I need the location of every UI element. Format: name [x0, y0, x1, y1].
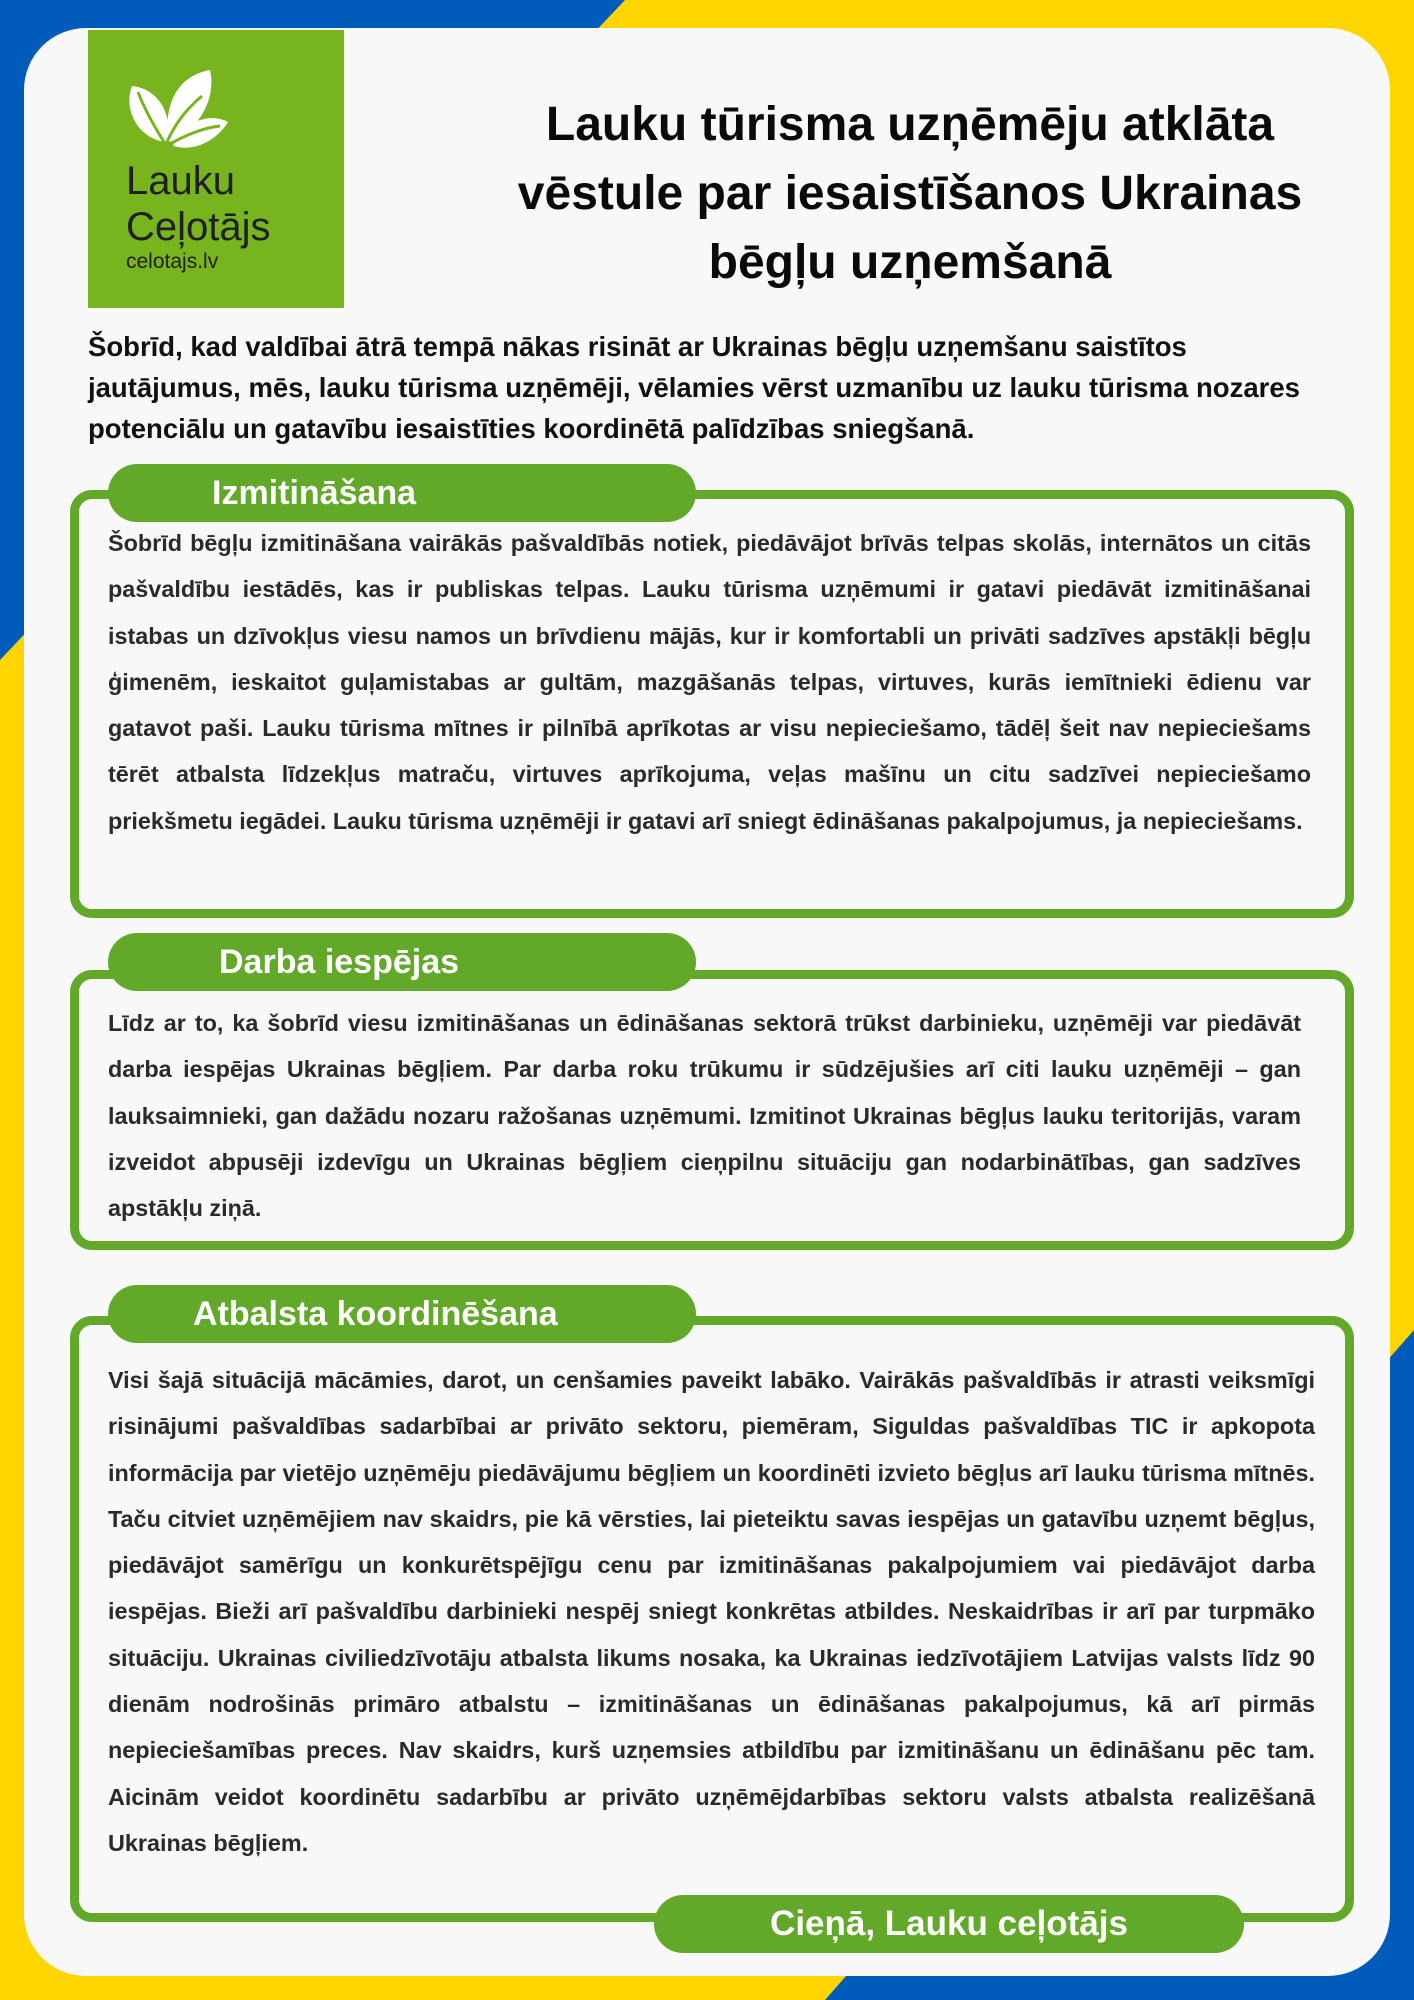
- butterfly-leaf-icon: [124, 56, 234, 156]
- logo-name-line1: Lauku: [126, 159, 235, 203]
- section-heading-coordination: Atbalsta koordinēšana: [193, 1295, 558, 1333]
- title-line: Lauku tūrisma uzņēmēju atklāta: [545, 98, 1275, 151]
- intro-paragraph: Šobrīd, kad valdībai ātrā tempā nākas risināt ar Ukrainas bēgļu uzņemšanu saistītos jautājumus, mēs, lauku tūrisma uzņēmēji, vēlamies vērst uzmanību uz lauku tūrisma nozares potenciālu un gatavību iesaistīties koordinētā palīdzības sniegšanā.: [88, 331, 1300, 444]
- section-text-accommodation: Šobrīd bēgļu izmitināšana vairākās pašvaldībās notiek, piedāvājot brīvās telpas skolās, internātos un citās pašvaldību iestādēs, kas ir publiskas telpas. Lauku tūrisma uzņēmumi ir gatavi piedāvāt izmitināšanai istabas un dzīvokļus viesu namos un brīvdienu mājās, kur ir komfortabli un privāti sadzīves apstākļi bēgļu ģimenēm, ieskaitot guļamistabas ar gultām, mazgāšanās telpas, virtuves, kurās iemītnieki ēdienu var gatavot paši. Lauku tūrisma mītnes ir pilnībā aprīkotas ar visu nepieciešamo, tādēļ šeit nav nepieciešams tērēt atbalsta līdzekļus matraču, virtuves aprīkojuma, veļas mašīnu un citu sadzīvei nepieciešamo priekšmetu iegādei. Lauku tūrisma uzņēmēji ir gatavi arī sniegt ēdināšanas pakalpojumus, ja nepieciešams.: [108, 530, 1311, 834]
- logo-name-line2: Ceļotājs: [126, 205, 271, 249]
- section-heading-accommodation: Izmitināšana: [212, 474, 417, 512]
- page-title: [470, 90, 1350, 297]
- section-text-work: Līdz ar to, ka šobrīd viesu izmitināšanas un ēdināšanas sektorā trūkst darbinieku, uzņēmēji var piedāvāt darba iespējas Ukrainas bēgļiem. Par darba roku trūkumu ir sūdzējušies arī citi lauku uzņēmēji – gan lauksaimnieki, gan dažādu nozaru ražošanas uzņēmumi. Izmitinot Ukrainas bēgļus lauku teritorijās, varam izveidot abpusēji izdevīgu un Ukrainas bēgļiem cieņpilnu situāciju gan nodarbinātības, gan sadzīves apstākļu ziņā.: [108, 1010, 1301, 1222]
- title-line: bēgļu uzņemšanā: [708, 236, 1112, 289]
- section-text-coordination: Visi šajā situācijā mācāmies, darot, un cenšamies paveikt labāko. Vairākās pašvaldībās ir atrasti veiksmīgi risinājumi pašvaldības sadarbībai ar privāto sektoru, piemēram, Siguldas pašvaldības TIC ir apkopota informācija par vietējo uzņēmēju piedāvājumu bēgļiem un koordinēti izvieto bēgļus arī lauku tūrisma mītnēs. Taču citviet uzņēmējiem nav skaidrs, pie kā vērsties, lai pieteiktu savas iespējas un gatavību uzņemt bēgļus, piedāvājot samērīgu un konkurētspējīgu cenu par izmitināšanas pakalpojumiem vai piedāvājot darba iespējas. Bieži arī pašvaldību darbinieki nespēj sniegt konkrētas atbildes. Neskaidrības ir arī par turpmāko situāciju. Ukrainas civiliedzīvotāju atbalsta likums nosaka, ka Ukrainas iedzīvotājiem Latvijas valsts līdz 90 dienām nodrošinās primāro atbalstu – izmitināšanas un ēdināšanas pakalpojumus, kā arī pirmās nepieciešamības preces. Nav skaidrs, kurš uzņemsies atbildību par izmitināšanu un ēdināšanu pēc tam. Aicinām veidot koordinētu sadarbību ar privāto uzņēmējdarbības sektoru valsts atbalsta realizēšanā Ukrainas bēgļiem.: [108, 1367, 1315, 1856]
- logo-name: [126, 158, 271, 250]
- lauku-celotajs-logo: [88, 30, 344, 308]
- signature-pill: Cieņā, Lauku ceļotājs: [654, 1895, 1244, 1953]
- logo-url: celotajs.lv: [126, 250, 219, 273]
- title-line: vēstule par iesaistīšanos Ukrainas: [517, 167, 1303, 220]
- section-heading-work: Darba iespējas: [219, 943, 460, 981]
- section-heading-pill: [108, 1285, 696, 1343]
- section-heading-pill: [108, 464, 696, 522]
- section-heading-pill: [108, 933, 696, 991]
